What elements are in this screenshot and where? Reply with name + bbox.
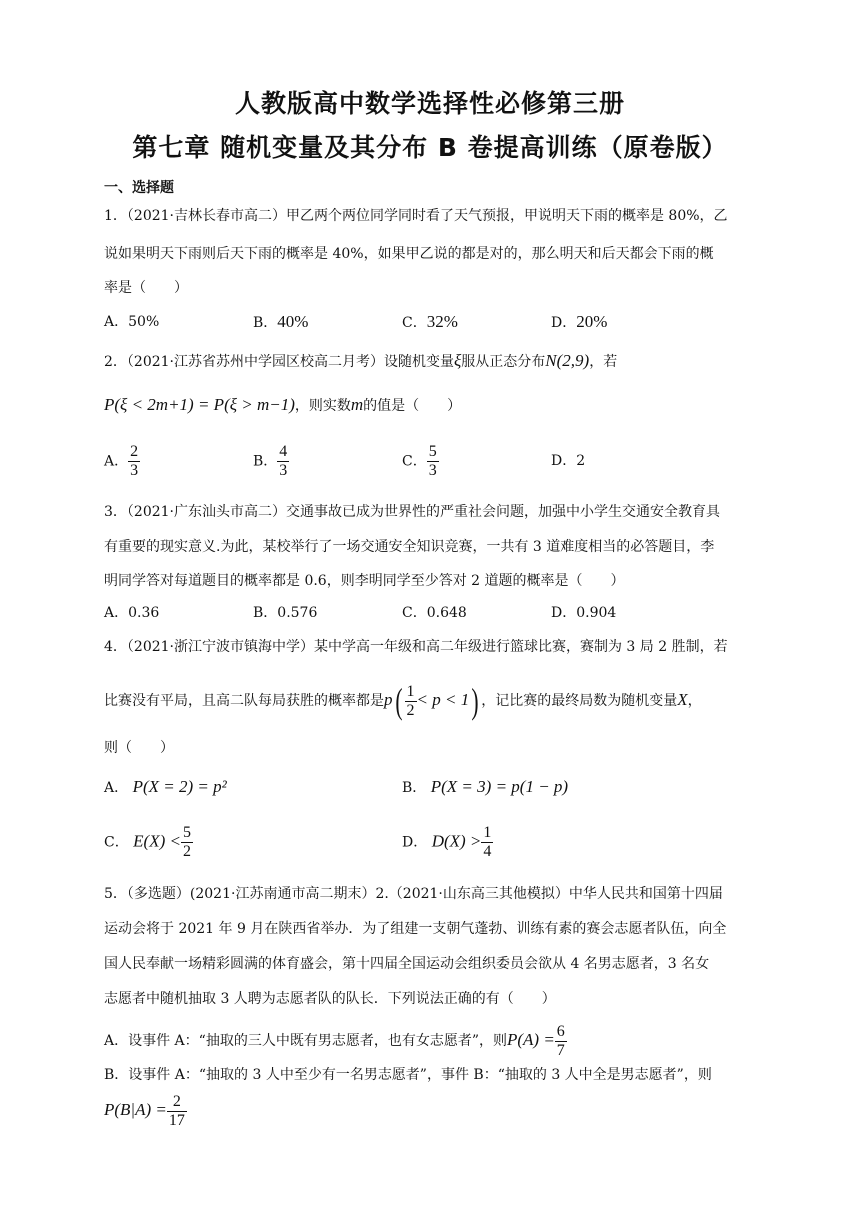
question-4-line-3: 则（ ）: [104, 740, 174, 756]
section-heading: 一、选择题: [104, 180, 174, 196]
question-2-line-2: P(ξ < 2m+1) = P(ξ > m−1)，则实数m的值是（ ）: [104, 395, 462, 414]
question-5-line-1: 5．（多选题）(2021·江苏南通市高二期末）2.（2021·山东高三其他模拟）中华人民共和国第十四届: [104, 886, 723, 902]
question-3-line-1: 3．（2021·广东汕头市高二）交通事故已成为世界性的严重社会问题，加强中小学生交通安全教育具: [104, 504, 720, 520]
document-title: 人教版高中数学选择性必修第三册: [234, 89, 625, 118]
question-3-line-2: 有重要的现实意义.为此，某校举行了一场交通安全知识竞赛，一共有 3 道难度相当的必答题目，李: [104, 539, 715, 555]
question-4-option-c: C． E(X) < $\frac{5}{2}$: [104, 824, 191, 860]
question-1-line-3: 率是（ ）: [104, 280, 188, 296]
question-4-option-b: B． P(X = 3) = p(1 − p): [402, 777, 569, 796]
question-1-option-c: C．32%: [402, 312, 458, 331]
question-2-line-1: 2．（2021·江苏省苏州中学园区校高二月考）设随机变量ξ服从正态分布N(2,9)，若: [104, 351, 618, 370]
question-3-line-3: 明同学答对每道题目的概率都是 0.6，则李明同学至少答对 2 道题的概率是（ ）: [104, 573, 625, 589]
question-1-line-2: 说如果明天下雨则后天下雨的概率是 40%，如果甲乙说的都是对的，那么明天和后天都会下雨的概: [104, 246, 714, 262]
question-5-option-b-line-1: B．设事件 A：“抽取的 3 人中至少有一名男志愿者”，事件 B：“抽取的 3 人中全是男志愿者”，则: [104, 1067, 712, 1083]
question-3-option-b: B．0.576: [253, 605, 318, 621]
question-1-option-d: D．20%: [551, 312, 608, 331]
question-4-line-1: 4．（2021·浙江宁波市镇海中学）某中学高一年级和高二年级进行篮球比赛，赛制为 3 局 2 胜制，若: [104, 639, 728, 655]
question-5-line-4: 志愿者中随机抽取 3 人聘为志愿者队的队长．下列说法正确的有（ ）: [104, 991, 556, 1007]
question-1-line-1: 1．（2021·吉林长春市高二）甲乙两个两位同学同时看了天气预报，甲说明天下雨的概率是 80%，乙: [104, 208, 728, 224]
question-2-option-b: B． $\frac{4}{3}$: [253, 443, 288, 479]
normal-distribution: N(2,9): [545, 351, 590, 370]
question-3-option-d: D．0.904: [551, 605, 617, 621]
question-2-option-a: A． $\frac{2}{3}$: [104, 443, 139, 479]
document-subtitle: 第七章 随机变量及其分布 B 卷提高训练（原卷版）: [132, 133, 728, 162]
question-4-line-2: 比赛没有平局，且高二队每局获胜的概率都是p( $\frac{1}{2}$ < p < 1) ，记比赛的最终局数为随机变量X，: [104, 681, 702, 721]
question-4-option-a: A． P(X = 2) = p²: [104, 777, 227, 796]
question-5-option-a: A．设事件 A：“抽取的三人中既有男志愿者，也有女志愿者”，则P(A) = $\frac{6}{7}$: [104, 1022, 565, 1059]
probability-condition: P(ξ < 2m+1) = P(ξ > m−1): [104, 395, 295, 414]
question-5-option-b-line-2: P(B|A) = $\frac{2}{17}$: [104, 1092, 185, 1129]
question-4-option-d: D． D(X) > $\frac{1}{4}$: [402, 824, 492, 860]
question-3-option-a: A．0.36: [104, 605, 160, 621]
question-1-option-b: B．40%: [253, 312, 309, 331]
question-5-line-2: 运动会将于 2021 年 9 月在陕西省举办．为了组建一支朝气蓬勃、训练有素的赛会志愿者队伍，向全: [104, 921, 727, 937]
question-5-line-3: 国人民奉献一场精彩圆满的体育盛会，第十四届全国运动会组织委员会欲从 4 名男志愿者，3 名女: [104, 956, 710, 972]
question-3-option-c: C．0.648: [402, 605, 467, 621]
question-1-option-a: A．50%: [104, 314, 160, 330]
question-2-option-d: D．2: [551, 453, 586, 469]
xi-symbol: ξ: [454, 351, 462, 370]
question-2-option-c: C． $\frac{5}{3}$: [402, 443, 437, 479]
